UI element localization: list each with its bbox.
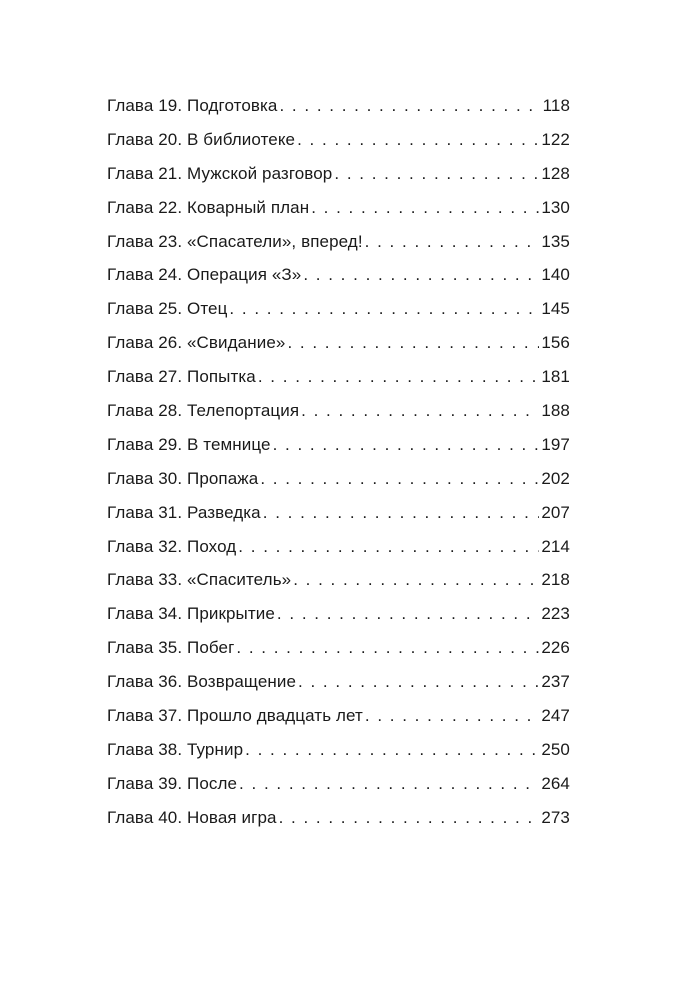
toc-entry-title: Глава 24. Операция «З» bbox=[107, 265, 302, 285]
toc-entry-title: Глава 21. Мужской разговор bbox=[107, 163, 333, 183]
toc-entry bbox=[107, 706, 570, 740]
toc-entry bbox=[107, 672, 570, 706]
toc-entry-title: Глава 29. В темнице bbox=[107, 434, 271, 454]
toc-dot-leader bbox=[238, 537, 539, 557]
toc-entry bbox=[107, 774, 570, 808]
toc-entry-page: 135 bbox=[541, 231, 570, 251]
toc-dot-leader bbox=[229, 299, 539, 319]
toc-entry-page: 122 bbox=[541, 129, 570, 149]
toc-entry-title: Глава 30. Пропажа bbox=[107, 468, 259, 488]
toc-entry-page: 188 bbox=[541, 401, 570, 421]
toc-entry-page: 264 bbox=[541, 773, 570, 793]
toc-entry-title: Глава 32. Поход bbox=[107, 536, 237, 556]
toc-dot-leader bbox=[263, 503, 540, 523]
toc-entry bbox=[107, 130, 570, 164]
toc-entry-title: Глава 26. «Свидание» bbox=[107, 333, 286, 353]
toc-dot-leader bbox=[273, 435, 540, 455]
toc-dot-leader bbox=[334, 164, 539, 184]
toc-entry bbox=[107, 469, 570, 503]
toc-dot-leader bbox=[298, 672, 539, 692]
toc-dot-leader bbox=[236, 638, 539, 658]
toc-entry-page: 181 bbox=[541, 367, 570, 387]
toc-dot-leader bbox=[365, 232, 540, 252]
toc-entry-title: Глава 40. Новая игра bbox=[107, 807, 277, 827]
toc-entry-page: 223 bbox=[541, 604, 570, 624]
toc-entry bbox=[107, 740, 570, 774]
toc-entry bbox=[107, 537, 570, 571]
toc-entry-page: 197 bbox=[541, 434, 570, 454]
toc-dot-leader bbox=[258, 367, 539, 387]
toc-entry-page: 140 bbox=[541, 265, 570, 285]
toc-entry bbox=[107, 333, 570, 367]
toc-entry-title: Глава 35. Побег bbox=[107, 638, 235, 658]
toc-entry bbox=[107, 265, 570, 299]
toc-entry-page: 130 bbox=[541, 197, 570, 217]
toc-entry-title: Глава 25. Отец bbox=[107, 299, 228, 319]
toc-entry-title: Глава 34. Прикрытие bbox=[107, 604, 275, 624]
toc-entry-page: 247 bbox=[541, 706, 570, 726]
toc-entry bbox=[107, 96, 570, 130]
toc-entry bbox=[107, 604, 570, 638]
toc-entry-title: Глава 28. Телепортация bbox=[107, 401, 300, 421]
toc-entry-title: Глава 19. Подготовка bbox=[107, 96, 278, 115]
toc-dot-leader bbox=[260, 469, 539, 489]
toc-entry bbox=[107, 570, 570, 604]
toc-dot-leader bbox=[297, 130, 539, 150]
toc-entry-title: Глава 27. Попытка bbox=[107, 367, 256, 387]
toc-entry-page: 145 bbox=[541, 299, 570, 319]
toc-entry-page: 128 bbox=[541, 163, 570, 183]
toc-entry-title: Глава 31. Разведка bbox=[107, 502, 261, 522]
toc-entry-page: 156 bbox=[541, 333, 570, 353]
toc-entry bbox=[107, 198, 570, 232]
toc-entry-page: 214 bbox=[541, 536, 570, 556]
toc-entry bbox=[107, 401, 570, 435]
table-of-contents bbox=[107, 96, 570, 842]
toc-dot-leader bbox=[301, 401, 539, 421]
toc-entry-page: 202 bbox=[541, 468, 570, 488]
toc-entry bbox=[107, 638, 570, 672]
toc-dot-leader bbox=[239, 774, 539, 794]
toc-entry bbox=[107, 367, 570, 401]
toc-entry-page: 250 bbox=[541, 739, 570, 759]
toc-entry-page: 237 bbox=[541, 672, 570, 692]
toc-entry bbox=[107, 808, 570, 842]
toc-entry-title: Глава 38. Турнир bbox=[107, 739, 244, 759]
toc-entry-page: 218 bbox=[541, 570, 570, 590]
toc-entry bbox=[107, 503, 570, 537]
toc-entry-title: Глава 33. «Спаситель» bbox=[107, 570, 292, 590]
toc-entry-title: Глава 20. В библиотеке bbox=[107, 129, 296, 149]
toc-dot-leader bbox=[303, 265, 539, 285]
toc-entry bbox=[107, 435, 570, 469]
toc-entry-title: Глава 37. Прошло двадцать лет bbox=[107, 706, 363, 726]
toc-dot-leader bbox=[245, 740, 539, 760]
toc-dot-leader bbox=[311, 198, 539, 218]
toc-entry-title: Глава 23. «Спасатели», вперед! bbox=[107, 231, 363, 251]
toc-entry-title: Глава 39. После bbox=[107, 773, 238, 793]
toc-dot-leader bbox=[277, 604, 539, 624]
toc-dot-leader bbox=[279, 808, 540, 828]
toc-dot-leader bbox=[365, 706, 539, 726]
toc-entry bbox=[107, 299, 570, 333]
toc-entry-page: 207 bbox=[541, 502, 570, 522]
toc-entry-page: 226 bbox=[541, 638, 570, 658]
toc-entry-page: 118 bbox=[542, 96, 570, 115]
toc-entry bbox=[107, 164, 570, 198]
toc-entry bbox=[107, 232, 570, 266]
toc-entry-page: 273 bbox=[541, 807, 570, 827]
toc-dot-leader bbox=[279, 96, 540, 116]
toc-dot-leader bbox=[287, 333, 539, 353]
toc-dot-leader bbox=[293, 570, 539, 590]
toc-entry-title: Глава 36. Возвращение bbox=[107, 672, 297, 692]
toc-entry-title: Глава 22. Коварный план bbox=[107, 197, 310, 217]
